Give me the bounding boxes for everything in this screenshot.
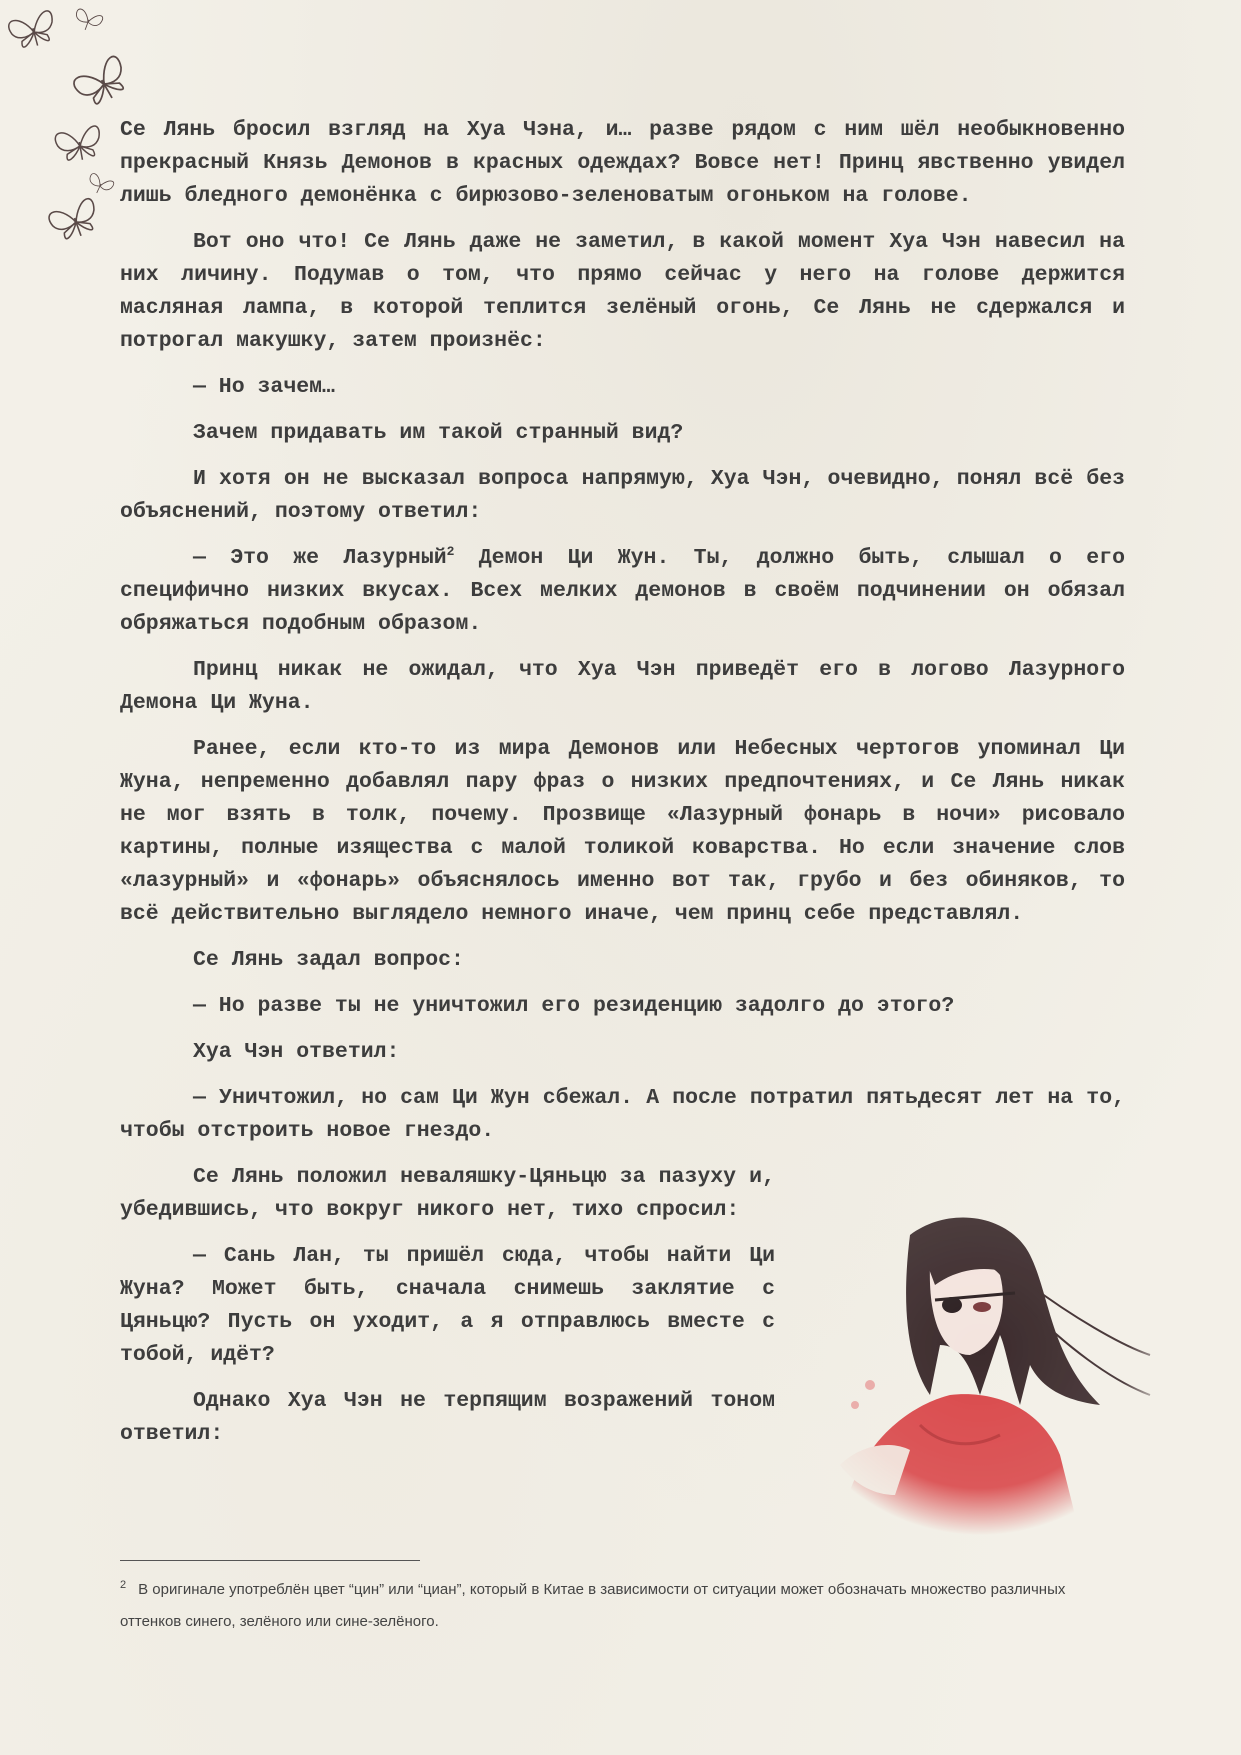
footnote-marker: 2 xyxy=(120,1579,127,1591)
paragraph: Хуа Чэн ответил: xyxy=(193,1040,400,1064)
footnote xyxy=(120,1574,1130,1638)
paragraph: — Но зачем… xyxy=(193,375,335,399)
character-illustration xyxy=(800,1195,1160,1535)
paragraph: — Но разве ты не уничтожил его резиденцию задолго до этого? xyxy=(193,994,955,1018)
paragraph: Се Лянь бросил взгляд на Хуа Чэна, и… разве рядом с ним шёл необыкновенно прекрасный Князь Демонов в красных одеждах? Вовсе нет! Принц явственно увидел лишь бледного демонёнка с бирюзово-зеленоватым огоньком на голове. xyxy=(120,118,1125,208)
paragraph: Се Лянь положил неваляшку-Цяньцю за пазуху и, убедившись, что вокруг никого нет, тихо спросил: xyxy=(120,1165,775,1222)
paragraph: — Уничтожил, но сам Ци Жун сбежал. А после потратил пятьдесят лет на то, чтобы отстроить новое гнездо. xyxy=(120,1086,1125,1143)
footnote-text: В оригинале употреблён цвет “цин” или “циан”, который в Китае в зависимости от ситуации может обозначать множество различных оттенков синего, зелёного или сине-зелёного. xyxy=(120,1581,1066,1630)
footnote-ref[interactable]: 2 xyxy=(446,543,455,559)
paragraph xyxy=(120,542,1125,641)
paragraph: Однако Хуа Чэн не терпящим возражений тоном ответил: xyxy=(120,1389,775,1446)
paragraph: Принц никак не ожидал, что Хуа Чэн приведёт его в логово Лазурного Демона Ци Жуна. xyxy=(120,658,1125,715)
paragraph: Се Лянь задал вопрос: xyxy=(193,948,464,972)
paragraph: Вот оно что! Се Лянь даже не заметил, в какой момент Хуа Чэн навесил на них личину. Подумав о том, что прямо сейчас у него на голове держится масляная лампа, в которой теплится зелёный огонь, Се Лянь не сдержался и потрогал макушку, затем произнёс: xyxy=(120,230,1125,353)
paragraph-text: — Это же Лазурный xyxy=(193,546,447,570)
footnote-divider xyxy=(120,1560,420,1561)
paragraph: Ранее, если кто-то из мира Демонов или Небесных чертогов упоминал Ци Жуна, непременно добавлял пару фраз о низких предпочтениях, и Се Лянь никак не мог взять в толк, почему. Прозвище «Лазурный фонарь в ночи» рисовало картины, полные изящества с малой толикой коварства. Но если значение слов «лазурный» и «фонарь» объяснялось именно вот так, грубо и без обиняков, то всё действительно выглядело немного иначе, чем принц себе представлял. xyxy=(120,737,1125,926)
paragraph: И хотя он не высказал вопроса напрямую, Хуа Чэн, очевидно, понял всё без объяснений, поэтому ответил: xyxy=(120,467,1125,524)
paragraph-text: Демон Ци Жун. Ты, должно быть, слышал о его специфично низких вкусах. Всех мелких демонов в своём подчинении он обязал обряжаться подобным образом. xyxy=(120,546,1125,636)
paragraph: — Сань Лан, ты пришёл сюда, чтобы найти Ци Жуна? Может быть, сначала снимешь заклятие с Цяньцю? Пусть он уходит, а я отправлюсь вместе с тобой, идёт? xyxy=(120,1244,775,1367)
paragraph: Зачем придавать им такой странный вид? xyxy=(193,421,684,445)
